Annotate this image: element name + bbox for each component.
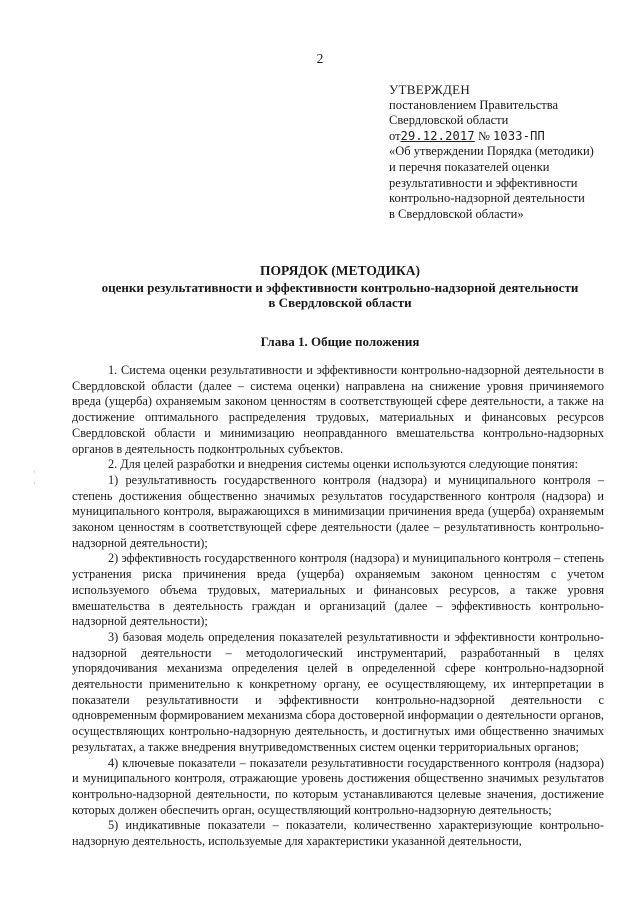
- paragraph-2-4: 4) ключевые показатели – показатели результативности государственного контроля (надзора) и муниципального контроля, отражающие уровень достижения общественно значимых результатов контрольно-надзорной деятельности, по которым устанавливаются целевые значения, достижение которых должен обеспечить орган, осуществляющий контрольно-надзорную деятельность;: [72, 755, 604, 817]
- page-number: 2: [316, 51, 324, 66]
- chapter-heading: Глава 1. Общие положения: [260, 334, 420, 349]
- approval-subject-3: результативности и эффективности: [389, 175, 578, 190]
- approval-line-decree: постановлением Правительства: [389, 97, 559, 112]
- decree-number: 1033-ПП: [493, 128, 545, 143]
- approval-line-region: Свердловской области: [389, 113, 509, 128]
- document-title-line2: оценки результативности и эффективности контрольно-надзорной деятельности: [101, 279, 579, 295]
- paragraph-2: 2. Для целей разработки и внедрения системы оценки используются следующие понятия:: [108, 457, 578, 472]
- paragraph-1: 1. Система оценки результативности и эффективности контрольно-надзорной деятельности в Свердловской области (далее – система оценки) направлена на снижение уровня причиняемого вреда (ущерба) охраняемым законом ценностям в соответствующей сфере деятельности, а также на достижение оптимального распределения трудовых, материальных и финансовых ресурсов Свердловской области и минимизацию неоправданного вмешательства контрольно-надзорных органов в деятельность подконтрольных субъектов.: [72, 363, 604, 456]
- paragraph-2-3: 3) базовая модель определения показателей результативности и эффективности контрольно-надзорной деятельности – методологический инструментарий, разработанный в целях упорядочивания механизма определения целей в определенной сфере контрольно-надзорной деятельности применительно к конкретному органу, ее осуществляющему, их интерпретации в показатели результативности и эффективности контрольно-надзорной деятельности с одновременным формированием механизма сбора достоверной информации о деятельности органов, осуществляющих контрольно-надзорную деятельность, и достигнутых ими общественно значимых результатах, а также внедрения внутриведомственных систем оценки территориальных органов;: [72, 629, 604, 754]
- document-title-main: ПОРЯДОК (МЕТОДИКА): [260, 263, 420, 278]
- document-title-line3: в Свердловской области: [268, 295, 412, 310]
- approval-heading: УТВЕРЖДЕН: [389, 82, 471, 97]
- document-body: [72, 363, 604, 850]
- approval-stamp: [389, 82, 629, 222]
- paragraph-2-5: 5) индикативные показатели – показатели, количественно характеризующие контрольно-надзорную деятельность, используемые для характеристики указанной деятельности,: [72, 818, 604, 849]
- scan-marks: · ·: [33, 467, 36, 488]
- document-title: [90, 263, 590, 311]
- approval-subject-2: и перечня показателей оценки: [389, 159, 550, 174]
- approval-subject-1: «Об утверждении Порядка (методики): [389, 144, 594, 159]
- paragraph-2-2: 2) эффективность государственного контроля (надзора) и муниципального контроля – степень устранения риска причинения вреда (ущерба) охраняемым законом ценностям с учетом используемого объема трудовых, материальных и финансовых ресурсов, а также уровня вмешательства в деятельность граждан и организаций (далее – эффективность контрольно-надзорной деятельности);: [72, 551, 604, 629]
- approval-subject-5: в Свердловской области»: [389, 206, 524, 221]
- decree-date-number: [389, 129, 629, 145]
- decree-date: 29.12.2017: [400, 128, 475, 143]
- approval-subject-4: контрольно-надзорной деятельности: [389, 191, 585, 206]
- paragraph-2-1: 1) результативность государственного контроля (надзора) и муниципального контроля – степень достижения общественно значимых результатов государственного контроля (надзора) и муниципального контроля, выражающихся в минимизации причинения вреда (ущерба) охраняемым законом ценностям в соответствующей сфере деятельности (далее – результативность контрольно-надзорной деятельности);: [72, 472, 604, 550]
- number-prefix: №: [477, 128, 490, 143]
- date-prefix: от: [389, 128, 401, 143]
